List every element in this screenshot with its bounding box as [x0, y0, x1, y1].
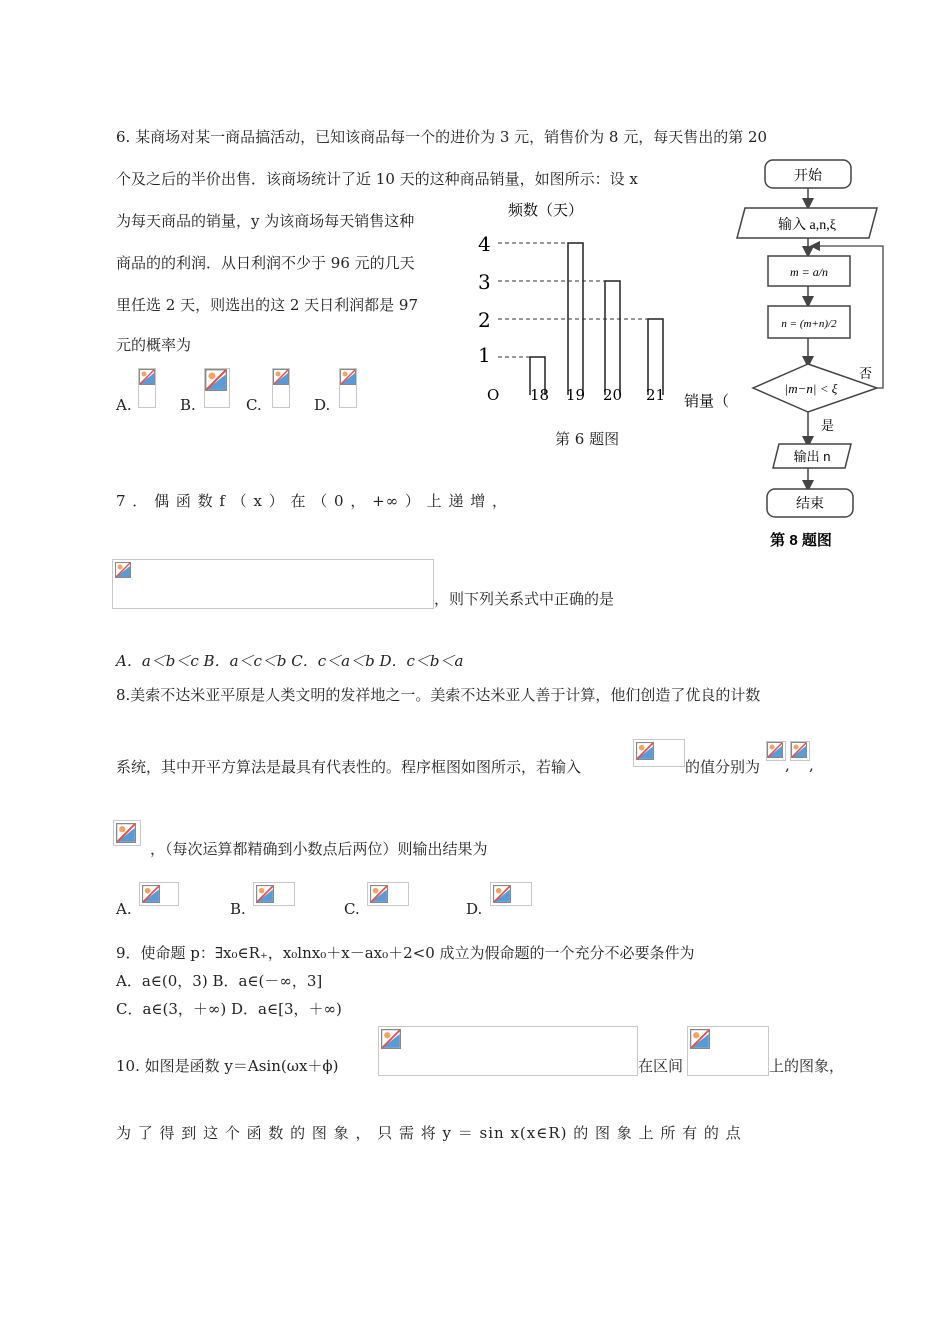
q6-line1: 6. 某商场对某一商品搞活动，已知该商品每一个的进价为 3 元，销售价为 8 元，每天售出的第 20: [116, 128, 768, 146]
chart-y-label: 频数（天）: [508, 201, 584, 219]
q6-frequency-chart: [470, 195, 740, 445]
q6-option-d-image: [339, 368, 357, 408]
flow-decision-text: |m−n| < ξ: [784, 381, 838, 396]
chart-svg: [470, 195, 740, 445]
q6-line4: 商品的的利润．从日利润不少于 96 元的几天: [116, 254, 415, 272]
q8-option-d-image: [490, 882, 532, 906]
broken-image-icon: [381, 1029, 401, 1049]
q10-line1c: 上的图象，: [769, 1057, 845, 1075]
q6-option-d-label: D.: [314, 396, 331, 414]
flow-end-text: 结束: [796, 495, 824, 511]
chart-origin-label: O: [487, 386, 500, 404]
q8-value-a-image: [766, 741, 786, 761]
q8-line1: 8.美索不达米亚平原是人类文明的发祥地之一。美索不达米亚人善于计算，他们创造了优良的计数: [116, 686, 761, 704]
q10-interval-image: [687, 1026, 769, 1076]
chart-bar: [648, 319, 663, 395]
q7-options: A．a＜b＜c B．a＜c＜b C．c＜a＜b D．c＜b＜a: [116, 652, 464, 670]
q8-option-b-image: [253, 882, 295, 906]
q8-line2a: 系统，其中开平方算法是最具有代表性的。程序框图如图所示，若输入: [116, 758, 582, 776]
q7-line1: 7 ． 偶 函 数 f （ x ） 在 （ 0 ， +∞ ） 上 递 增 ，: [116, 492, 508, 510]
q8-line3: ，（每次运算都精确到小数点后两位）则输出结果为: [150, 840, 488, 858]
flow-input-text: 输入 a,n,ξ: [778, 218, 836, 233]
q9-line1: 9．使命题 p：∃x₀∈R₊，x₀lnx₀＋x－ax₀＋2<0 成立为假命题的一个充分不必要条件为: [116, 944, 695, 962]
q6-line6: 元的概率为: [116, 336, 192, 354]
q8-option-d-label: D.: [466, 900, 483, 918]
q6-line3: 为每天商品的销量，y 为该商场每天销售这种: [116, 212, 415, 230]
q8-option-b-label: B.: [230, 900, 246, 918]
chart-x-tick: 19: [565, 386, 586, 404]
q7-formula-image: [112, 559, 434, 609]
q8-comma-2: ,: [809, 756, 814, 774]
broken-image-icon: [791, 742, 807, 758]
q8-value-n-image: [790, 741, 810, 761]
broken-image-icon: [273, 369, 289, 385]
q8-comma: ,: [785, 756, 790, 774]
q6-option-c-label: C.: [246, 396, 262, 414]
chart-x-label: 销量（: [684, 392, 730, 410]
q10-line1a: 10. 如图是函数 y＝Asin(ωx＋ϕ): [116, 1057, 339, 1075]
broken-image-icon: [370, 885, 388, 903]
q8-option-a-image: [139, 882, 179, 906]
q8-input-vars-image: [633, 739, 685, 767]
broken-image-icon: [636, 742, 654, 760]
q6-option-c-image: [272, 368, 290, 408]
q6-option-b-label: B.: [180, 396, 196, 414]
flow-step1-text: m = a/n: [789, 265, 829, 279]
flow-no-label: 否: [859, 366, 873, 381]
flow-yes-label: 是: [821, 418, 835, 433]
chart-bar: [605, 281, 620, 395]
q8-line2b: 的值分别为: [685, 758, 761, 776]
q9-line3: C．a∈(3，＋∞) D．a∈[3，＋∞): [116, 1000, 342, 1018]
chart-x-tick: 20: [602, 386, 623, 404]
q9-line2: A．a∈(0，3) B．a∈(－∞，3]: [116, 972, 323, 990]
q8-option-a-label: A.: [116, 900, 132, 918]
chart-y-tick: 1: [478, 343, 491, 367]
q8-option-c-label: C.: [344, 900, 360, 918]
broken-image-icon: [340, 369, 356, 385]
q8-option-c-image: [367, 882, 409, 906]
q6-option-a-image: [138, 368, 156, 408]
q8-value-xi-image: [113, 820, 141, 846]
q7-line2: ，则下列关系式中正确的是: [434, 590, 615, 608]
q10-formula-image: [378, 1026, 638, 1076]
chart-y-tick: 4: [478, 232, 491, 256]
q10-line1b: 在区间: [638, 1057, 684, 1075]
q6-line5: 里任选 2 天，则选出的这 2 天日利润都是 97: [116, 296, 419, 314]
broken-image-icon: [115, 562, 131, 578]
broken-image-icon: [256, 885, 274, 903]
broken-image-icon: [205, 369, 227, 391]
chart-y-tick: 3: [478, 270, 491, 294]
flow-step2-text: n = (m+n)/2: [781, 318, 837, 330]
flow-caption: 第 8 题图: [770, 532, 832, 549]
broken-image-icon: [116, 823, 136, 843]
q6-option-b-image: [204, 368, 230, 408]
q6-line2: 个及之后的半价出售．该商场统计了近 10 天的这种商品销量，如图所示：设 x: [116, 170, 638, 188]
broken-image-icon: [493, 885, 511, 903]
q8-flowchart: [735, 152, 895, 552]
flowchart-svg: [735, 152, 895, 552]
chart-x-tick: 18: [529, 386, 550, 404]
q10-line2: 为 了 得 到 这 个 函 数 的 图 象 ， 只 需 将 y ＝ sin x(x∈R) 的 图 象 上 所 有 的 点: [116, 1124, 742, 1142]
q6-option-a-label: A.: [116, 396, 132, 414]
chart-y-tick: 2: [478, 308, 491, 332]
flow-output-text: 输出 n: [793, 449, 831, 464]
broken-image-icon: [139, 369, 155, 385]
broken-image-icon: [767, 742, 783, 758]
chart-caption: 第 6 题图: [555, 430, 620, 448]
chart-x-tick: 21: [645, 386, 666, 404]
broken-image-icon: [142, 885, 160, 903]
broken-image-icon: [690, 1029, 710, 1049]
flow-start-text: 开始: [794, 167, 822, 183]
